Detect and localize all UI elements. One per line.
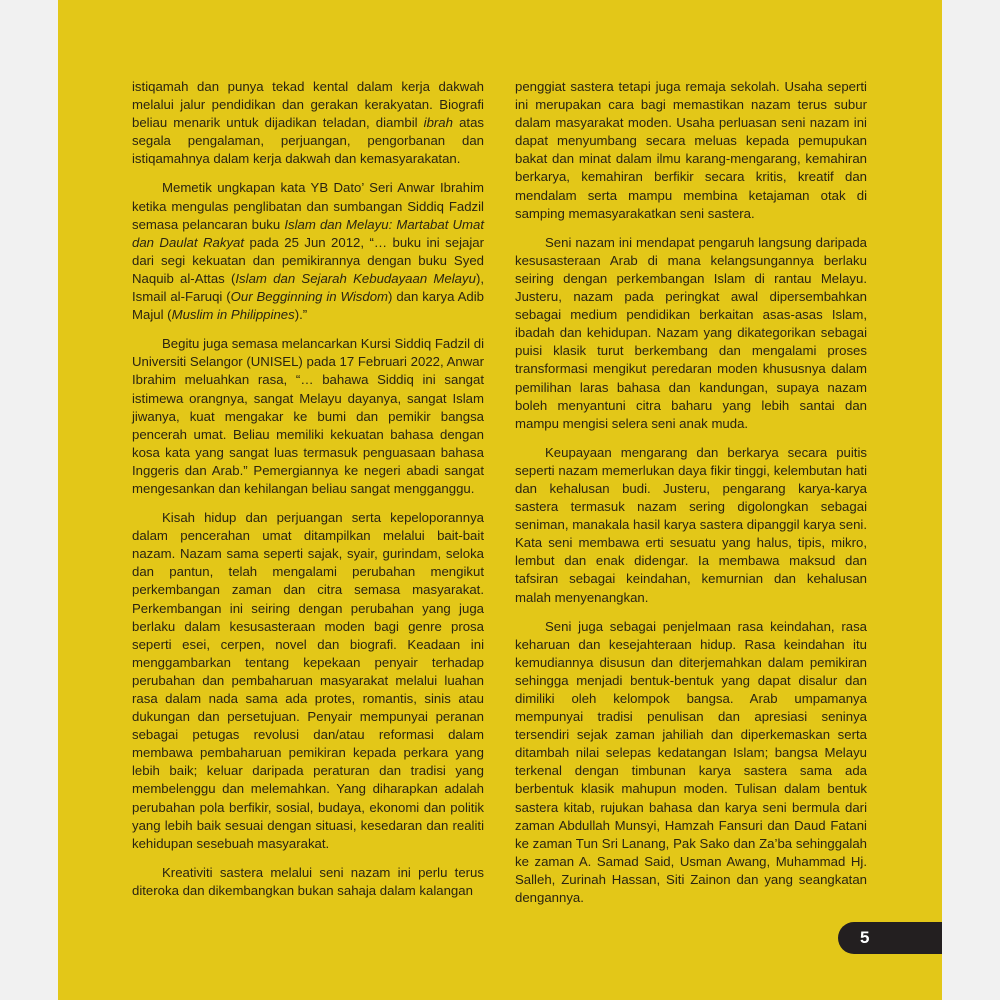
left-column — [132, 78, 484, 900]
paragraph: Keupayaan mengarang dan berkarya secara puitis seperti nazam memerlukan daya fikir tinggi, kelembutan hati dan kehalusan budi. Justeru, pengarang karya-karya sastera termasuk nazam sering digolongkan sebagai seniman, manakala hasil karya sastera dipanggil karya seni. Kata seni membawa erti sesuatu yang halus, tipis, mikro, lembut dan enak didengar. Ia membawa maksud dan tafsiran sebagai keindahan, kemurnian dan kehalusan malah menyenangkan. — [515, 444, 867, 605]
italic-title: Muslim in Philippines — [171, 307, 295, 323]
paragraph: Begitu juga semasa melancarkan Kursi Siddiq Fadzil di Universiti Selangor (UNISEL) pada 17 Februari 2022, Anwar Ibrahim meluahkan rasa, “… bahawa Siddiq ini sangat istimewa orangnya, sangat Melayu dayanya, sangat Islam jiwanya, kuat mengakar ke bumi dan pemikir bangsa pencerah umat. Beliau memiliki kekuatan bahasa dengan kosa kata yang sangat luas termasuk penguasaan bahasa Inggeris dan Arab.” Pemergiannya ke negeri abadi sangat mengesankan dan kehilangan beliau sangat mengganggu. — [132, 336, 484, 496]
paragraph: Kreativiti sastera melalui seni nazam ini perlu terus diteroka dan dikembangkan bukan sahaja dalam kalangan — [132, 864, 484, 898]
italic-title: ibrah — [423, 115, 453, 131]
paragraph: Memetik ungkapan kata YB Dato’ Seri Anwar Ibrahim ketika mengulas penglibatan dan sumbangan Siddiq Fadzil semasa pelancaran buku Islam dan Melayu: Martabat Umat dan Daulat Rakyat pada 25 Jun 2012, “… buku ini sejajar dari segi kekuatan dan pemikirannya dengan buku Syed Naquib al-Attas (Islam dan Sejarah Kebudayaan Melayu), Ismail al-Faruqi (Our Begginning in Wisdom) dan karya Adib Majul (Muslim in Philippines).” — [132, 180, 484, 323]
italic-title: Our Begginning in Wisdom — [230, 289, 389, 305]
italic-title: Islam dan Sejarah Kebudayaan Melayu — [235, 270, 476, 286]
magazine-page — [58, 0, 942, 1000]
paragraph: Seni nazam ini mendapat pengaruh langsung daripada kesusasteraan Arab di mana kelangsungannya berlaku seiring dengan perkembangan Islam di rantau Melayu. Justeru, nazam pada peringkat awal dipersembahkan sebagai medium pendidikan berkaitan asas-asas Islam, ibadah dan kehidupan. Nazam yang dikategorikan sebagai puisi klasik turut berkembang dan mengalami proses transformasi mengikut peredaran moden khususnya dalam pemilihan laras bahasa dan kandungan, supaya nazam boleh menyantuni citra baharu yang lebih santai dan mampu mengisi selera seni anak muda. — [515, 234, 867, 431]
paragraph: Kisah hidup dan perjuangan serta kepeloporannya dalam pencerahan umat ditampilkan melalui bait-bait nazam. Nazam sama seperti sajak, syair, gurindam, seloka dan pantun, telah mengalami perubahan mengikut perkembangan zaman dan citra semasa masyarakat. Perkembangan ini seiring dengan perubahan yang juga berlaku dalam kesusasteraan moden bagi genre prosa seperti esei, cerpen, novel dan biografi. Keadaan ini menggambarkan tentang kepekaan penyair terhadap perubahan dan pembaharuan masyarakat melalui luahan rasa dalam nada sama ada protes, romantis, sinis atau dukungan dan persetujuan. Penyair mempunyai peranan sebagai petugas revolusi dan/atau reformasi dalam membawa pembaharuan pemikiran kepada perkara yang lebih baik; keluar daripada peraturan dan tradisi yang membelenggu dan melemahkan. Yang diharapkan adalah perubahan pola berfikir, sosial, budaya, ekonomi dan politik yang lebih baik sesuai dengan situasi, kesedaran dan realiti kehidupan sesebuah masyarakat. — [132, 510, 484, 851]
paragraph: Seni juga sebagai penjelmaan rasa keindahan, rasa keharuan dan kesejahteraan hidup. Rasa keindahan itu kemudiannya disusun dan diterjemahkan dalam pemikiran sehingga menjadi bentuk-bentuk yang dapat disalur dan dimiliki oleh kelompok bangsa. Arab umpamanya mempunyai tradisi penulisan dan apresiasi seninya tersendiri sejak zaman jahiliah dan diperkemaskan serta ditambah nilai selepas kedatangan Islam; bangsa Melayu terkenal dengan timbunan karya sastera sama ada berbentuk klasik mahupun moden. Tulisan dalam bentuk sastera kitab, rujukan bahasa dan karya seni bermula dari zaman Abdullah Munsyi, Hamzah Fansuri dan Daud Fatani ke zaman Tun Sri Lanang, Pak Sako dan Za’ba sehinggalah ke zaman A. Samad Said, Usman Awang, Muhammad Hj. Salleh, Zurinah Hassan, Siti Zainon dan yang seangkatan dengannya. — [515, 618, 867, 906]
page-number-tab — [838, 922, 942, 954]
paragraph: istiqamah dan punya tekad kental dalam kerja dakwah melalui jalur pendidikan dan gerakan kerakyatan. Biografi beliau menarik untuk dijadikan teladan, diambil ibrah atas segala pengalaman, perjuangan, pengorbanan dan istiqamahnya dalam kerja dakwah dan kemasyarakatan. — [132, 79, 484, 167]
right-column — [515, 78, 867, 907]
page-number: 5 — [860, 928, 870, 947]
italic-title: Islam dan Melayu: Martabat Umat dan Daulat Rakyat — [132, 216, 484, 250]
paragraph: penggiat sastera tetapi juga remaja sekolah. Usaha seperti ini merupakan cara bagi memastikan nazam terus subur dalam masyarakat moden. Usaha perluasan seni nazam ini dapat menyumbang secara meluas kepada pemupukan bakat dan minat dalam ilmu karang-mengarang, kemahiran berkarya, kemahiran berfikir secara kritis, kreatif dan mendalam serta mampu membina ketajaman otak di samping memasyarakatkan seni sastera. — [515, 79, 867, 221]
